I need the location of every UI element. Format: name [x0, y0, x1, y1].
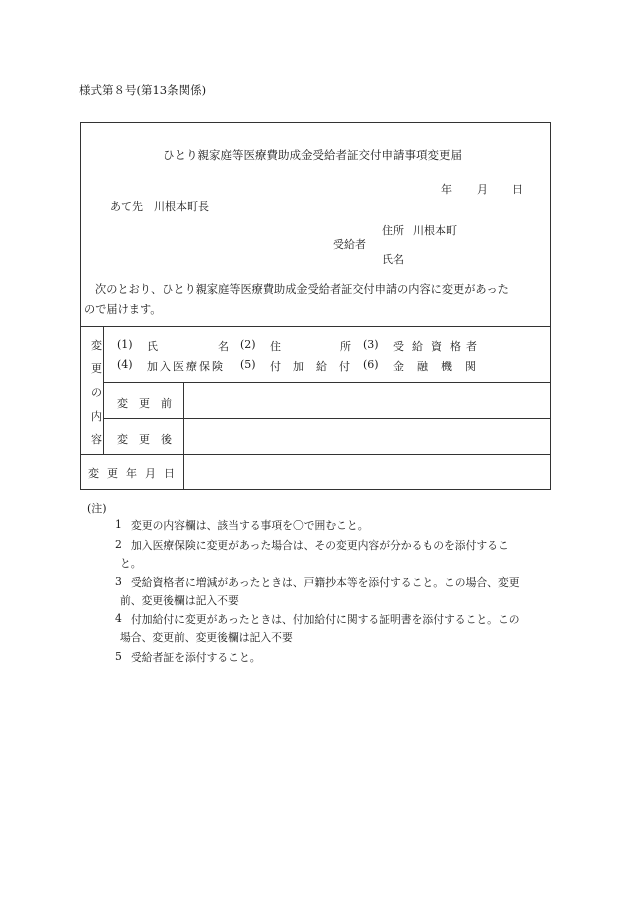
- option-char: 入: [160, 360, 171, 373]
- form-number-label: 様式第８号(第13条関係): [79, 83, 207, 97]
- option-char: 融: [417, 360, 428, 373]
- note-number: 5: [115, 650, 122, 663]
- note-number: 4: [115, 612, 122, 625]
- recipient-label: 受給者: [333, 238, 366, 251]
- note-number: 1: [115, 518, 122, 531]
- option-char: 住: [270, 340, 281, 353]
- after-label-char: 変: [117, 433, 128, 446]
- option-char: 名: [218, 340, 229, 353]
- divider: [103, 382, 551, 383]
- option-char: 資: [431, 340, 442, 353]
- change-date-label-char: 更: [107, 467, 118, 480]
- change-content-label-char: 変: [91, 339, 102, 352]
- body-line: ので届けます。: [84, 303, 162, 316]
- change-date-label-char: 年: [126, 467, 137, 480]
- option-number: (3): [363, 338, 379, 351]
- option-char: 所: [340, 340, 351, 353]
- date-day-label: 日: [512, 183, 523, 196]
- form-title: ひとり親家庭等医療費助成金受給者証交付申請事項変更届: [163, 148, 462, 162]
- option-char: 関: [465, 360, 476, 373]
- option-number: (4): [117, 358, 133, 371]
- note-number: 2: [115, 538, 122, 551]
- option-char: 療: [186, 360, 197, 373]
- addressee: あて先 川根本町長: [110, 200, 209, 213]
- body-line: 次のとおり、ひとり親家庭等医療費助成金受給者証交付申請の内容に変更があった: [95, 283, 509, 296]
- divider: [103, 326, 104, 454]
- option-number: (6): [363, 358, 379, 371]
- change-content-label-char: の: [91, 386, 102, 399]
- before-label-char: 前: [161, 397, 172, 410]
- option-char: 金: [393, 360, 404, 373]
- date-month-label: 月: [477, 183, 488, 196]
- after-label-char: 更: [139, 433, 150, 446]
- option-char: 氏: [147, 340, 158, 353]
- change-content-label-char: 容: [91, 433, 102, 446]
- option-char: 給: [412, 340, 423, 353]
- change-date-label-char: 月: [145, 467, 156, 480]
- option-char: 保: [199, 360, 210, 373]
- note-number: 3: [115, 575, 122, 588]
- divider: [183, 382, 184, 490]
- option-char: 者: [466, 340, 477, 353]
- before-label-char: 更: [139, 397, 150, 410]
- after-label-char: 後: [161, 433, 172, 446]
- change-date-label-char: 日: [164, 467, 175, 480]
- change-content-label-char: 内: [91, 410, 102, 423]
- note-text: と。: [120, 557, 142, 570]
- option-char: 給: [316, 360, 327, 373]
- name-label: 氏名: [382, 253, 404, 266]
- note-text: 加入医療保険に変更があった場合は、その変更内容が分かるものを添付するこ: [131, 539, 509, 552]
- note-text: 付加給付に変更があったときは、付加給付に関する証明書を添付すること。この: [131, 613, 520, 626]
- option-number: (2): [240, 338, 256, 351]
- option-char: 付: [339, 360, 350, 373]
- note-text: 受給者証を添付すること。: [131, 651, 261, 664]
- option-number: (1): [117, 338, 133, 351]
- notes-heading: (注): [87, 502, 107, 515]
- option-char: 格: [450, 340, 461, 353]
- option-char: 受: [393, 340, 404, 353]
- divider: [80, 326, 551, 327]
- option-char: 医: [173, 360, 184, 373]
- option-char: 険: [212, 360, 223, 373]
- option-char: 加: [147, 360, 158, 373]
- divider: [103, 418, 551, 419]
- option-char: 加: [293, 360, 304, 373]
- note-text: 変更の内容欄は、該当する事項を〇で囲むこと。: [131, 519, 369, 532]
- divider: [80, 454, 551, 455]
- date-year-label: 年: [441, 183, 452, 196]
- option-char: 機: [441, 360, 452, 373]
- note-text: 前、変更後欄は記入不要: [120, 594, 239, 607]
- change-content-label-char: 更: [91, 362, 102, 375]
- address-label: 住所: [382, 224, 404, 237]
- note-text: 場合、変更前、変更後欄は記入不要: [120, 631, 293, 644]
- before-label-char: 変: [117, 397, 128, 410]
- note-text: 受給資格者に増減があったときは、戸籍抄本等を添付すること。この場合、変更: [131, 576, 520, 589]
- option-char: 付: [270, 360, 281, 373]
- option-number: (5): [240, 358, 256, 371]
- address-value: 川根本町: [413, 224, 457, 237]
- change-date-label-char: 変: [88, 467, 99, 480]
